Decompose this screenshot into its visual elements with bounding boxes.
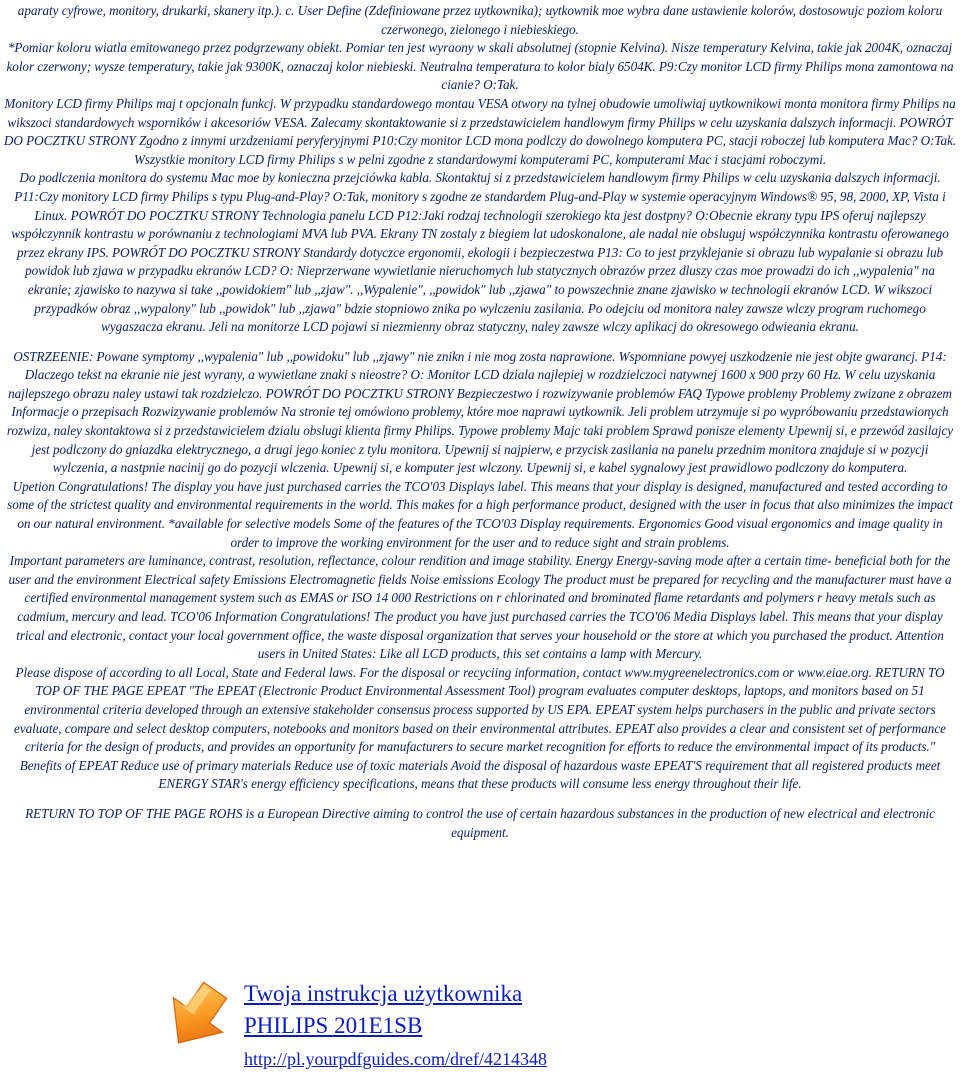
paragraph-parameters: Important parameters are luminance, contrast, resolution, reflectance, colour rendition and image stability. Energy Energy-saving mode after a certain time- beneficial both for the user and the environment Electrical safety Emissions Electromagnetic fields Noise emissions Ecology The product must be prepared for recycling and the manufacturer must have a certified environmental management system such as EMAS or ISO 14 000 Restrictions on r chlorinated and brominated flame retardants and polymers r heavy metals such as cadmium, mercury and lead. TCO'06 Information Congratulations! The product you have just purchased carries the TCO'06 Media Displays label. This means that your display trical and electronic, contact your local government office, the waste disposal organization that serves your household or the store at which you purchased the product. Attention users in United States: Like all LCD products, this set contains a lamp with Mercury.	[8, 553, 952, 662]
paragraph-epeat: Please dispose of according to all Local, State and Federal laws. For the disposal or recyciing information, contact www.mygreenelectronics.com or www.eiae.org. RETURN TO TOP OF THE PAGE EPEAT "The EPEAT (Electronic Product Environmental Assessment Tool) program evaluates computer desktops, laptops, and monitors based on 51 environmental criteria developed through an extensive stakeholder consensus process supported by US EPA. EPEAT system helps purchasers in the public and private sectors evaluate, compare and select desktop computers, notebooks and monitors based on their environmental attributes. EPEAT also provides a clear and consistent set of performance criteria for the design of products, and provides an opportunity for manufacturers to secure market recognition for efforts to reduce the environmental impact of its products." Benefits of EPEAT Reduce use of primary materials Reduce use of toxic materials Avoid the disposal of hazardous waste EPEAT'S requirement that all registered products meet ENERGY STAR's energy efficiency specifications, means that these products will consume less energy throughout their life.	[14, 664, 946, 792]
paragraph-vesa-mounting: Monitory LCD firmy Philips maj t opcjonaln funkcj. W przypadku standardowego montau VESA otwory na tylnej obudowie umoliwiaj uytkownikowi monta monitora firmy Philips na wikszoci standardowych wsporników i akcesoriów VESA. Zalecamy skontaktowanie si z przedstawicielem handlowym firmy Philips w celu uzyskania dalszych informacji. POWRÓT DO POCZTKU STRONY Zgodno z innymi urzdzeniami peryferyjnymi P10:Czy monitor LCD mona podlczy do dowolnego komputera PC, stacji roboczej lub komputera Mac? O:Tak. Wszystkie monitory LCD firmy Philips s w pelni zgodne z standardowymi komputerami PC, komputerami Mac i stacjami roboczymi.	[3, 95, 957, 167]
footer-banner	[158, 975, 718, 1070]
product-name-link[interactable]: PHILIPS 201E1SB	[244, 1013, 423, 1038]
footer-links	[244, 978, 547, 1072]
orange-arrow-icon	[158, 975, 238, 1055]
paragraph-rohs: RETURN TO TOP OF THE PAGE ROHS is a European Directive aiming to control the use of certain hazardous substances in the production of new electrical and electronic equipment.	[25, 805, 935, 840]
manual-title-link[interactable]: Twoja instrukcja użytkownika	[244, 981, 523, 1006]
download-url-link[interactable]: http://pl.yourpdfguides.com/dref/4214348	[244, 1049, 547, 1069]
paragraph-warning: OSTRZEENIE: Powane symptomy ,,wypalenia" lub ,,powidoku" lub ,,zjawy" nie znikn i nie mog zosta naprawione. Wspomniane powyej uszkodzenie nie jest objte gwarancj. P14: Dlaczego tekst na ekranie nie jest wyrany, a wywietlane znaki s nieostre? O: Monitor LCD dziala najlepiej w rozdzielczoci natywnej 1600 x 900 przy 60 Hz. W celu uzyskania najlepszego obrazu naley ustawi tak rozdzielczo. POWRÓT DO POCZTKU STRONY Bezpieczestwo i rozwizywanie problemów FAQ Typowe problemy Problemy zwizane z obrazem Informacje o przepisach Rozwizywanie problemów Na stronie tej omówiono problemy, które moe naprawi uytkownik. Jeli problem utrzymuje si po wypróbowaniu przedstawionych rozwiza, naley skontaktowa si z przedstawicielem dzialu obslugi klienta firmy Philips. Typowe problemy Majc taki problem Sprawd ponisze elementy Upewnij si, e przewód zasilajcy jest podlczony do gniazdka elektrycznego, a drugi jego koniec z tylu monitora. Upewnij si najpierw, e przycisk zasilania na panelu przednim monitora znajduje si w pozycji wylczenia, a nastpnie nacinij go do pozycji wlczenia. Upewnij si, e komputer jest wlczony. Upewnij si, e kabel sygnalowy jest prawidlowo podlczony do komputera.	[6, 348, 954, 476]
paragraph-color-settings: aparaty cyfrowe, monitory, drukarki, skanery itp.). c. User Define (Zdefiniowane przez uytkownika); uytkownik moe wybra dane ustawienie kolorów, dostosowujc poziom koloru czerwonego, zielonego i niebieskiego.	[17, 3, 943, 37]
document-body	[3, 2, 957, 842]
paragraph-tco03: Upetion Congratulations! The display you have just purchased carries the TCO'03 Displays label. This means that your display is designed, manufactured and tested according to some of the strictest quality and environmental requirements in the world. This makes for a high performance product, designed with the user in focus that also minimizes the impact on our natural environment. *available for selective models Some of the features of the TCO'03 Display requirements. Ergonomics Good visual ergonomics and image quality in order to improve the working environment for the user and to reduce sight and strain problems.	[7, 478, 953, 550]
paragraph-kelvin: *Pomiar koloru wiatla emitowanego przez podgrzewany obiekt. Pomiar ten jest wyraony w skali absolutnej (stopnie Kelvina). Nisze temperatury Kelvina, takie jak 2004K, oznaczaj kolor czerwony; wysze temperatury, takie jak 9300K, oznaczaj kolor niebieski. Neutralna temperatura to kolor bialy 6504K. P9:Czy monitor LCD firmy Philips mona zamontowa na cianie? O:Tak.	[6, 40, 954, 93]
paragraph-mac-compat: Do podlczenia monitora do systemu Mac moe by konieczna przejciówka kabla. Skontaktuj si z przedstawicielem handlowym firmy Philips w celu uzyskania dalszych informacji. P11:Czy monitory LCD firmy Philips s typu Plug-and-Play? O:Tak, monitory s zgodne ze standardem Plug-and-Play w systemie operacyjnym Windows® 95, 98, 2000, XP, Vista i Linux. POWRÓT DO POCZTKU STRONY Technologia panelu LCD P12:Jaki rodzaj technologii szerokiego kta jest dostpny? O:Obecnie ekrany typu IPS oferuj najlepszy współczynnik kontrastu w porównaniu z technologiami MVA lub PVA. Ekrany TN zostaly z biegiem lat udoskonalone, ale nadal nie obsluguj współczynnika kontrastu oferowanego przez ekrany IPS. POWRÓT DO POCZTKU STRONY Standardy dotyczce ergonomii, ekologii i bezpieczestwa P13: Co to jest przyklejanie si obrazu lub wypalanie si obrazu lub powidok lub zjawa w przypadku ekranów LCD? O: Nieprzerwane wywietlanie nieruchomych lub statycznych obrazów przez dluszy czas moe prowadzi do ich ,,wypalenia" na ekranie; zjawisko to nazywa si take ,,powidokiem" lub ,,zjaw". ,,Wypalenie", ,,powidok" lub ,,zjawa" to powszechnie znane zjawisko w technologii ekranów LCD. W wikszoci przypadków obraz ,,wypalony" lub ,,powidok" lub ,,zjawa" bdzie stopniowo znika po wylczeniu zasilania. Po odejciu od monitora naley zawsze wlczy program ruchomego wygaszacza ekranu. Jeli na monitorze LCD pojawi si niezmienny obraz statyczny, naley zawsze wlczy aplikacj do okresowego odwieania ekranu.	[11, 170, 949, 335]
